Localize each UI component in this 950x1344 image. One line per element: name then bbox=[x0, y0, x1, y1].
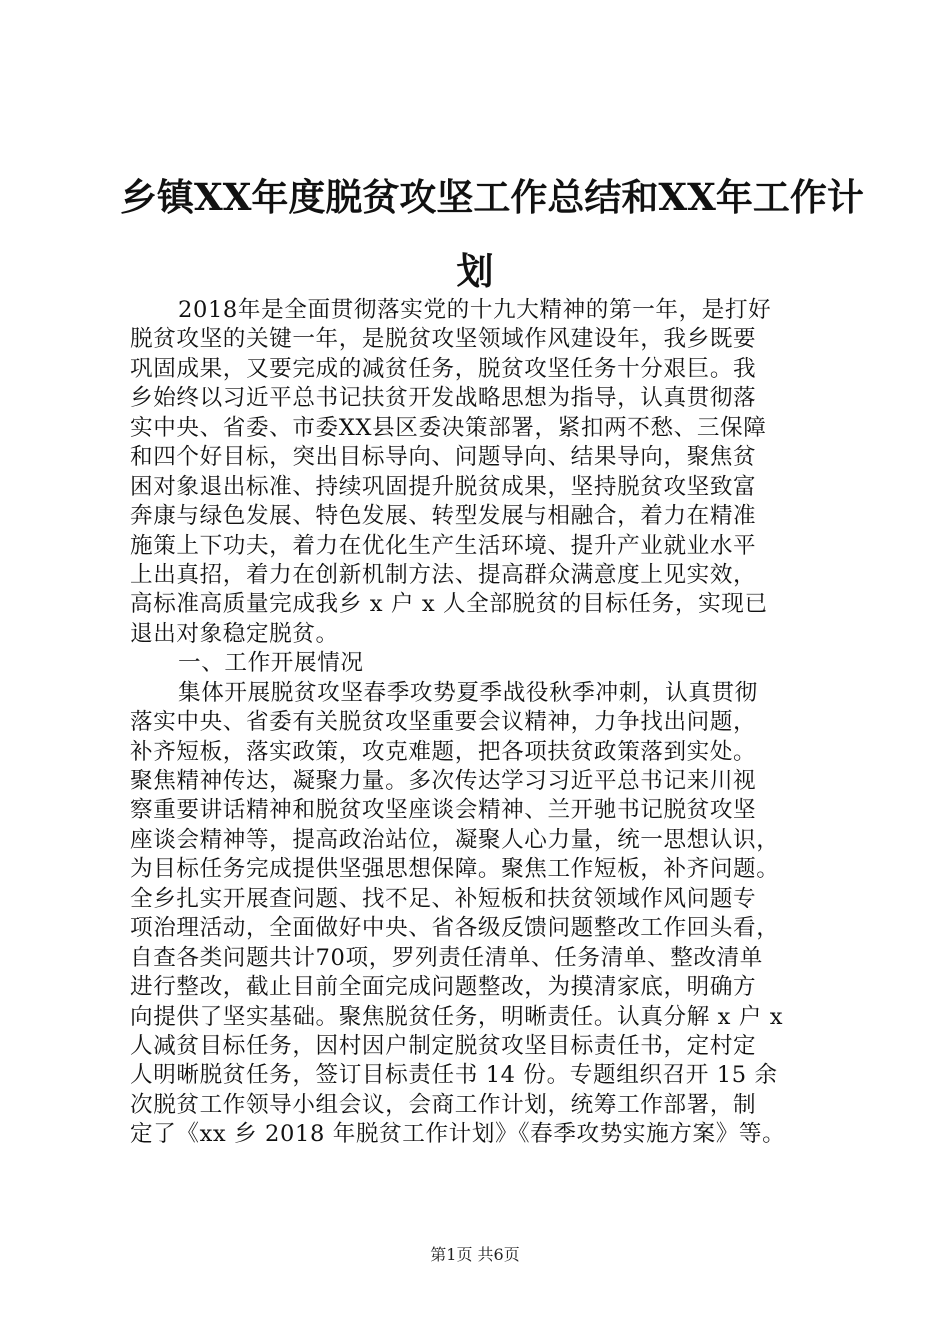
text-line: 上出真招，着力在创新机制方法、提高群众满意度上见实效， bbox=[130, 561, 757, 588]
text-line: 自查各类问题共计70项，罗列责任清单、任务清单、整改清单 bbox=[130, 944, 763, 971]
title-line-2: 划 bbox=[456, 249, 494, 293]
text-line: 退出对象稳定脱贫。 bbox=[130, 620, 339, 647]
text-line: 实中央、省委、市委XX县区委决策部署，紧扣两不愁、三保障 bbox=[130, 414, 767, 441]
text-line: 项治理活动，全面做好中央、省各级反馈问题整改工作回头看， bbox=[130, 915, 780, 942]
text-line: 次脱贫工作领导小组会议，会商工作计划，统筹工作部署，制 bbox=[130, 1091, 757, 1118]
text-line: 施策上下功夫，着力在优化生产生活环境、提升产业就业水平 bbox=[130, 532, 757, 559]
text-line: 集体开展脱贫攻坚春季攻势夏季战役秋季冲刺，认真贯彻 bbox=[178, 679, 758, 706]
text-line: 察重要讲话精神和脱贫攻坚座谈会精神、兰开驰书记脱贫攻坚 bbox=[130, 797, 757, 824]
document-title bbox=[120, 160, 864, 308]
text-line: 落实中央、省委有关脱贫攻坚重要会议精神，力争找出问题， bbox=[130, 709, 757, 736]
title-line-1: 乡镇XX年度脱贫攻坚工作总结和XX年工作计 bbox=[120, 175, 864, 219]
text-line: 脱贫攻坚的关键一年，是脱贫攻坚领域作风建设年，我乡既要 bbox=[130, 326, 757, 353]
text-line: 聚焦精神传达，凝聚力量。多次传达学习习近平总书记来川视 bbox=[130, 768, 757, 794]
text-line: 为目标任务完成提供坚强思想保障。聚焦工作短板，补齐问题。 bbox=[130, 856, 780, 883]
text-line: 困对象退出标准、持续巩固提升脱贫成果，坚持脱贫攻坚致富 bbox=[130, 473, 757, 500]
text-line: 座谈会精神等，提高政治站位，凝聚人心力量，统一思想认识， bbox=[130, 826, 780, 853]
text-line: 进行整改，截止目前全面完成问题整改，为摸清家底，明确方 bbox=[130, 974, 757, 1001]
text-line: 向提供了坚实基础。聚焦脱贫任务，明晰责任。认真分解 x 户 x bbox=[130, 1003, 784, 1030]
text-line: 人减贫目标任务，因村因户制定脱贫攻坚目标责任书，定村定 bbox=[130, 1032, 757, 1059]
page-footer: 第1页 共6页 bbox=[430, 1245, 520, 1264]
text-line: 奔康与绿色发展、特色发展、转型发展与相融合，着力在精准 bbox=[130, 503, 757, 530]
text-line: 全乡扎实开展查问题、找不足、补短板和扶贫领域作风问题专 bbox=[130, 885, 757, 912]
text-line: 2018年是全面贯彻落实党的十九大精神的第一年，是打好 bbox=[178, 297, 772, 323]
text-line: 补齐短板，落实政策，攻克难题，把各项扶贫政策落到实处。 bbox=[130, 738, 757, 765]
text-line: 巩固成果，又要完成的减贫任务，脱贫攻坚任务十分艰巨。我 bbox=[130, 355, 757, 382]
text-line: 定了《xx 乡 2018 年脱贫工作计划》《春季攻势实施方案》等。 bbox=[130, 1121, 786, 1148]
document-body bbox=[130, 296, 830, 1150]
text-line: 和四个好目标，突出目标导向、问题导向、结果导向，聚焦贫 bbox=[130, 444, 757, 471]
text-line: 高标准高质量完成我乡 x 户 x 人全部脱贫的目标任务，实现已 bbox=[130, 591, 768, 618]
section-heading: 一、工作开展情况 bbox=[178, 650, 364, 677]
text-line: 人明晰脱贫任务，签订目标责任书 14 份。专题组织召开 15 余 bbox=[130, 1062, 778, 1089]
text-line: 乡始终以习近平总书记扶贫开发战略思想为指导，认真贯彻落 bbox=[130, 385, 757, 412]
